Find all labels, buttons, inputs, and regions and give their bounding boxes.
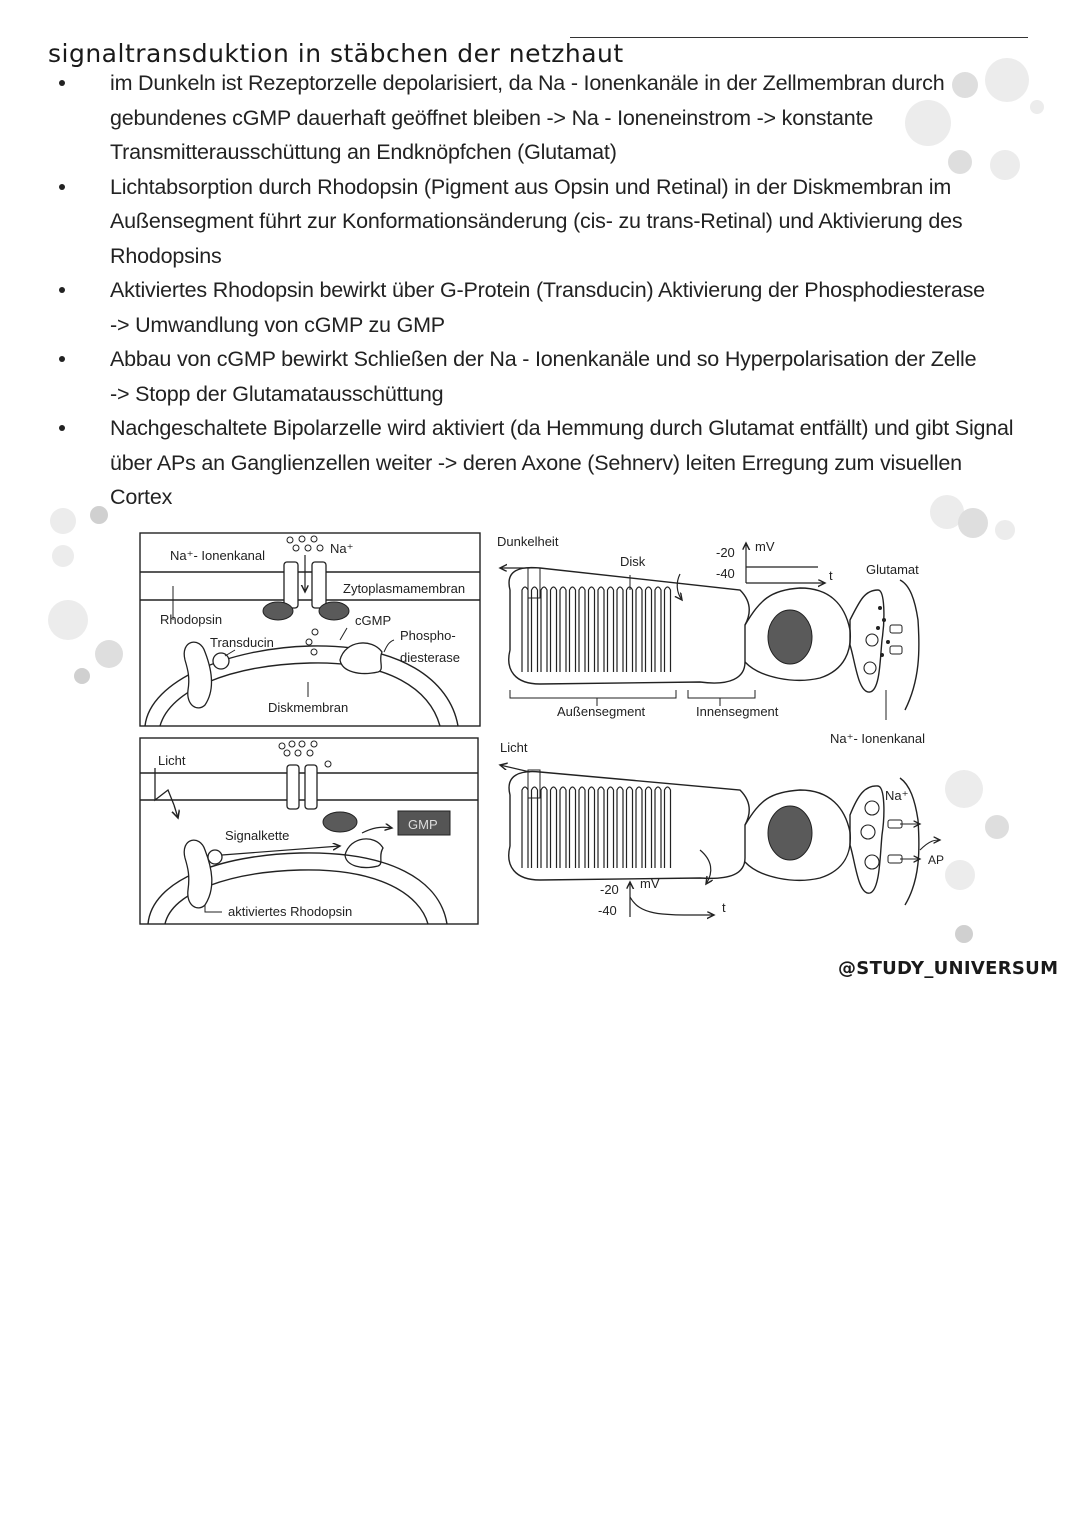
disk-fold: [522, 587, 671, 672]
label-outer-segment: Außensegment: [557, 704, 646, 719]
bullet-line: Transmitterausschüttung an Endknöpfchen (Glutamat): [110, 140, 617, 164]
label-mv-neg20: -20: [716, 545, 735, 560]
label-gmp: GMP: [408, 817, 438, 832]
label-na-channel: Na⁺- Ionenkanal: [170, 548, 266, 563]
label-activated-rhodopsin: aktiviertes Rhodopsin: [228, 904, 353, 919]
rod-cell-light: [500, 740, 944, 918]
label-licht-rod: Licht: [500, 740, 528, 755]
bullet-line: im Dunkeln ist Rezeptorzelle depolarisiert, da Na - Ionenkanäle in der Zellmembran durch: [110, 71, 945, 95]
label-cytoplasm-membrane: Zytoplasmamembran: [343, 581, 466, 596]
light-state-panel: [140, 738, 478, 924]
bullet-line: -> Stopp der Glutamatausschüttung: [110, 381, 444, 406]
label-na-rod-light: Na⁺: [885, 788, 909, 803]
label-transducin: Transducin: [210, 635, 274, 650]
disk-fold: [522, 787, 671, 868]
label-phospho: Phospho-: [400, 628, 456, 643]
dark-state-panel: [140, 533, 480, 726]
label-signal-chain: Signalkette: [225, 828, 290, 843]
label-disk: Disk: [620, 554, 646, 569]
label-t-light: t: [722, 900, 726, 915]
label-rhodopsin: Rhodopsin: [160, 612, 223, 627]
bullet-line: Außensegment führt zur Konformationsänderung (cis- zu trans-Retinal) und Aktivierung des: [110, 209, 963, 233]
bullet-line: -> Umwandlung von cGMP zu GMP: [110, 312, 445, 337]
rod-cell-dark: [497, 534, 925, 746]
disk-stack: [522, 787, 671, 868]
page-title: signaltransduktion in stäbchen der netzhaut: [48, 38, 624, 68]
label-na-channel-rod: Na⁺- Ionenkanal: [830, 731, 926, 746]
label-mv-unit-light: mV: [640, 876, 660, 891]
label-ap: AP: [928, 853, 945, 867]
bullet-line: Nachgeschaltete Bipolarzelle wird aktiviert (da Hemmung durch Glutamat entfällt) und gibt Signal: [110, 416, 1014, 440]
disk-stack: [522, 587, 671, 672]
label-mv-unit: mV: [755, 539, 775, 554]
label-dunkelheit: Dunkelheit: [497, 534, 559, 549]
bullet-line: Aktiviertes Rhodopsin bewirkt über G-Protein (Transducin) Aktivierung der Phosphodiesterase: [110, 278, 985, 302]
label-inner-segment: Innensegment: [696, 704, 779, 719]
label-diesterase: diesterase: [400, 650, 460, 665]
bullet-line: Lichtabsorption durch Rhodopsin (Pigment aus Opsin und Retinal) in der Diskmembran im: [110, 174, 952, 199]
label-disk-membrane: Diskmembran: [268, 700, 349, 715]
label-mv-neg40: -40: [716, 566, 735, 581]
bullet-line: gebundenes cGMP dauerhaft geöffnet bleiben -> Na - Ioneneinstrom -> konstante: [110, 105, 874, 130]
label-cgmp: cGMP: [355, 613, 392, 628]
label-mv-neg20-light: -20: [600, 882, 619, 897]
label-mv-neg40-light: -40: [598, 903, 617, 918]
bullet-line: über APs an Ganglienzellen weiter -> deren Axone (Sehnerv) leiten Erregung zum visuellen Cortex: [110, 450, 962, 509]
bullet-line: Abbau von cGMP bewirkt Schließen der Na - Ionenkanäle und so Hyperpolarisation der Zelle: [110, 347, 977, 371]
bullet-line: Rhodopsins: [110, 243, 222, 268]
label-licht: Licht: [158, 753, 186, 768]
watermark: @STUDY_UNIVERSUM: [838, 958, 1059, 979]
label-glutamat: Glutamat: [866, 562, 919, 577]
label-t: t: [829, 568, 833, 583]
label-na: Na⁺: [330, 541, 354, 556]
